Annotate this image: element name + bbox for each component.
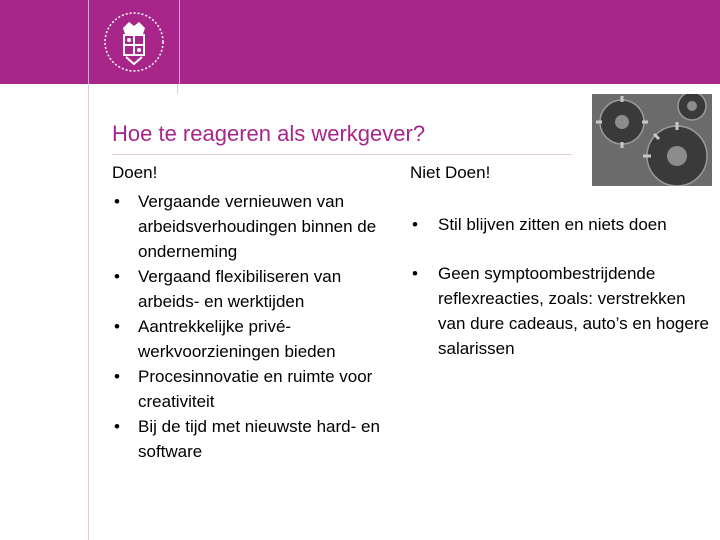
list-item-text: Geen symptoombestrijdende reflexreacties, zoals: verstrekken van dure cadeaus, auto’s en hogere salarissen: [438, 264, 709, 358]
list-item: [112, 314, 397, 364]
left-divider: [88, 84, 89, 540]
list-item: [410, 261, 710, 361]
list-item: [112, 364, 397, 414]
list-item: [410, 212, 710, 237]
list-item: [112, 264, 397, 314]
slide-title: Hoe te reageren als werkgever?: [112, 121, 426, 146]
bullet-icon: •: [114, 192, 120, 211]
do-heading: Doen!: [112, 163, 158, 182]
university-seal-icon: [99, 8, 169, 76]
list-item-text: Aantrekkelijke privé-werkvoorzieningen bieden: [138, 317, 336, 361]
logo-divider: [177, 84, 178, 94]
list-item-text: Procesinnovatie en ruimte voor creativiteit: [138, 367, 373, 411]
dont-heading: Niet Doen!: [410, 163, 491, 182]
bullet-icon: •: [412, 264, 418, 283]
bullet-icon: •: [114, 317, 120, 336]
list-item: [112, 414, 397, 464]
list-item-text: Vergaand flexibiliseren van arbeids- en werktijden: [138, 267, 342, 311]
list-item-text: Bij de tijd met nieuwste hard- en software: [138, 417, 380, 461]
list-item-text: Vergaande vernieuwen van arbeidsverhoudingen binnen de onderneming: [138, 192, 377, 261]
do-list: [112, 189, 397, 464]
bullet-icon: •: [114, 417, 120, 436]
bullet-icon: •: [114, 367, 120, 386]
bullet-icon: •: [114, 267, 120, 286]
bullet-icon: •: [412, 215, 418, 234]
university-logo: [88, 0, 180, 84]
dont-list: [410, 212, 710, 361]
do-column: [112, 160, 397, 464]
list-item: [112, 189, 397, 264]
title-underline: [112, 154, 572, 155]
list-item-text: Stil blijven zitten en niets doen: [438, 215, 667, 234]
dont-column: [410, 160, 710, 361]
